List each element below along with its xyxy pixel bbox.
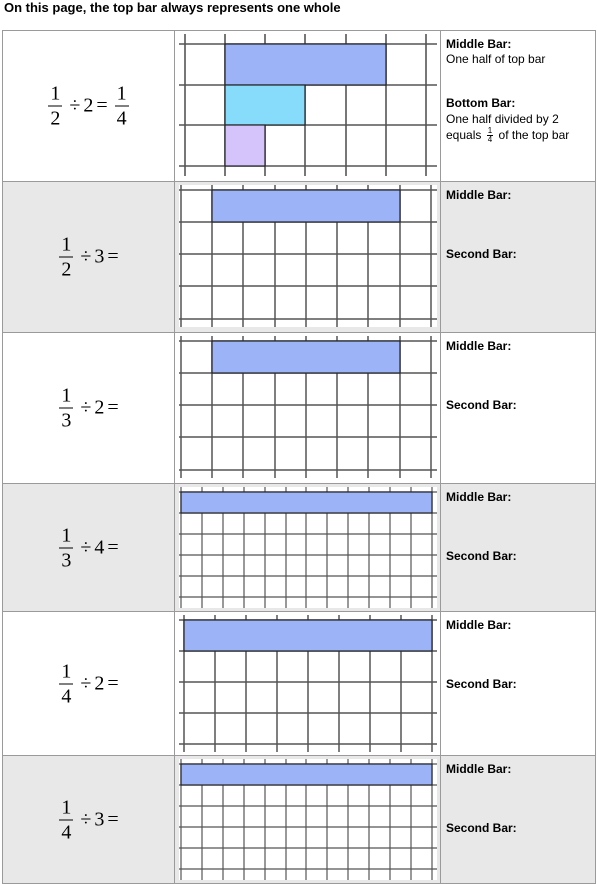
bottom-bar-label: Bottom Bar: (446, 96, 516, 110)
equation (3, 84, 174, 129)
dividend-fraction: $\frac{1}{3}$ (61, 524, 72, 571)
divisor: 2 (83, 94, 94, 117)
middle-bar-label: Middle Bar: (446, 37, 512, 51)
equals-sign: = (107, 245, 119, 268)
equation (3, 235, 174, 280)
divide-sign: ÷ (80, 536, 92, 558)
bar-model-cell (175, 31, 441, 182)
worksheet-table (2, 30, 596, 884)
divisor: 2 (94, 396, 105, 419)
top-bar (181, 764, 432, 785)
bar-model-cell (175, 756, 441, 884)
bar-model (175, 484, 441, 611)
divisor: 4 (94, 536, 105, 558)
second-bar-label: Second Bar: (446, 398, 517, 412)
divisor: 3 (94, 245, 105, 268)
equals-sign: = (107, 808, 119, 830)
top-bar (181, 492, 432, 513)
second-bar-label: Second Bar: (446, 247, 517, 261)
divisor: 2 (94, 672, 105, 694)
equation-cell (3, 182, 175, 333)
equation-cell (3, 31, 175, 182)
worksheet-row (3, 31, 596, 182)
second-bar-label: Second Bar: (446, 677, 517, 691)
equation (3, 386, 174, 431)
middle-bar (225, 85, 305, 125)
dividend-fraction: $\frac{1}{4}$ (61, 660, 72, 707)
middle-bar-label: Middle Bar: (446, 618, 512, 632)
second-bar-label: Second Bar: (446, 821, 517, 835)
dividend-fraction: $\frac{1}{2}$ (50, 82, 61, 130)
divide-sign: ÷ (80, 808, 92, 830)
equals-sign: = (107, 536, 119, 558)
equation (3, 661, 174, 706)
equation-cell (3, 333, 175, 484)
bar-model-cell (175, 182, 441, 333)
bar-model (175, 756, 441, 883)
equation-cell (3, 756, 175, 884)
middle-bar-description: One half of top bar (446, 52, 546, 66)
answer-fraction: $\frac{1}{4}$ (116, 82, 127, 130)
divide-sign: ÷ (80, 396, 92, 419)
bar-model (175, 31, 441, 181)
top-bar (225, 44, 386, 85)
equals-sign: = (96, 94, 108, 117)
bottom-bar (225, 125, 265, 166)
divide-sign: ÷ (80, 672, 92, 694)
worksheet-row (3, 333, 596, 484)
equation (3, 525, 174, 570)
bar-model (175, 612, 441, 755)
bottom-bar-description: One half divided by 2 equals $\frac{1}{4}$ of the top bar (446, 112, 570, 145)
divide-sign: ÷ (69, 94, 81, 117)
worksheet-row (3, 182, 596, 333)
bar-model-cell (175, 333, 441, 484)
top-bar (212, 190, 400, 222)
second-bar-label: Second Bar: (446, 549, 517, 563)
page-title: On this page, the top bar always represents one whole (4, 0, 341, 15)
equation (3, 797, 174, 842)
notes-cell (441, 612, 596, 756)
top-bar (212, 341, 400, 373)
middle-bar-label: Middle Bar: (446, 490, 512, 504)
notes-cell (441, 333, 596, 484)
equation-cell (3, 612, 175, 756)
middle-bar-label: Middle Bar: (446, 762, 512, 776)
equation-cell (3, 484, 175, 612)
bar-model (175, 182, 441, 332)
equals-sign: = (107, 672, 119, 694)
equals-sign: = (107, 396, 119, 419)
divide-sign: ÷ (80, 245, 92, 268)
inline-fraction: $\frac{1}{4}$ (487, 126, 493, 145)
notes-cell (441, 182, 596, 333)
middle-bar-label: Middle Bar: (446, 188, 512, 202)
worksheet-row (3, 756, 596, 884)
notes-cell (441, 484, 596, 612)
worksheet-row (3, 612, 596, 756)
notes-cell (441, 756, 596, 884)
notes-cell (441, 31, 596, 182)
top-bar (184, 620, 432, 651)
bar-model-cell (175, 484, 441, 612)
dividend-fraction: $\frac{1}{4}$ (61, 796, 72, 843)
dividend-fraction: $\frac{1}{3}$ (61, 384, 72, 432)
bar-model-cell (175, 612, 441, 756)
dividend-fraction: $\frac{1}{2}$ (61, 233, 72, 281)
middle-bar-label: Middle Bar: (446, 339, 512, 353)
worksheet-row (3, 484, 596, 612)
divisor: 3 (94, 808, 105, 830)
bar-model (175, 333, 441, 483)
